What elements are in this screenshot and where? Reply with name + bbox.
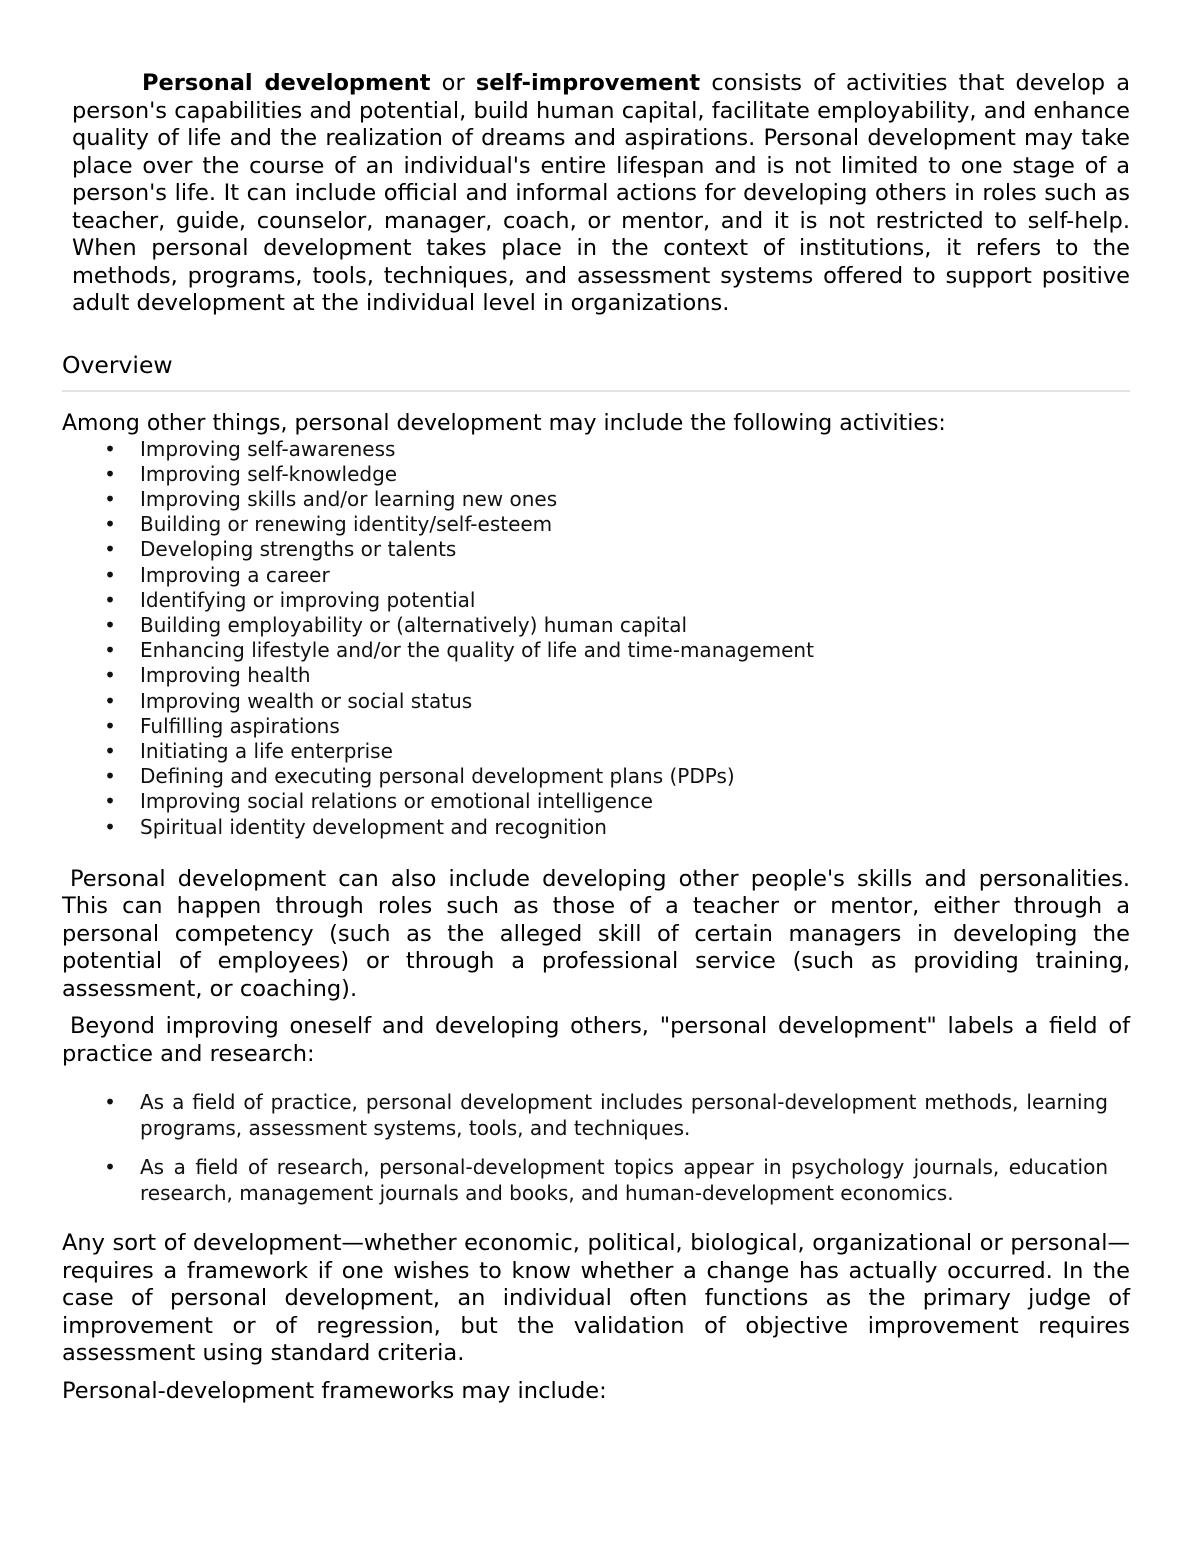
list-item xyxy=(102,815,1130,840)
frameworks-lead: Personal-development frameworks may include: xyxy=(62,1377,607,1404)
activity-text: Building or renewing identity/self-esteem xyxy=(140,512,553,537)
activity-text: Improving social relations or emotional intelligence xyxy=(140,789,653,814)
activity-text: Improving a career xyxy=(140,562,330,587)
list-item xyxy=(102,512,1130,537)
activity-text: Identifying or improving potential xyxy=(140,587,476,612)
list-item xyxy=(102,537,1130,562)
list-item xyxy=(102,487,1130,512)
bullet-icon: • xyxy=(104,537,116,562)
list-item xyxy=(102,613,1130,638)
list-item xyxy=(102,689,1130,714)
bullet-icon: • xyxy=(104,436,116,461)
intro-or: or xyxy=(430,70,476,96)
list-item xyxy=(102,1090,1108,1141)
activity-text: Improving wealth or social status xyxy=(140,688,473,713)
activity-text: Defining and executing personal development plans (PDPs) xyxy=(140,764,735,789)
bullet-icon: • xyxy=(104,789,116,814)
activities-lead: Among other things, personal development may include the following activities: xyxy=(62,410,946,436)
bullet-icon: • xyxy=(104,1090,116,1115)
others-paragraph: Personal development can also include developing other people's skills and personalities. This can happen through roles such as those of a teacher or mentor, either through a personal competency (such as the alleged skill of certain managers in developing the potential of employees) or through a professional service (such as providing training, assessment, or coaching). xyxy=(62,865,1130,1002)
activity-text: Improving health xyxy=(140,663,311,688)
bullet-icon: • xyxy=(104,562,116,587)
overview-heading: Overview xyxy=(62,350,1130,392)
bullet-icon: • xyxy=(104,688,116,713)
bullet-icon: • xyxy=(104,1155,116,1180)
field-research-text: As a field of research, personal-development topics appear in psychology journals, education research, management journals and books, and human-development economics. xyxy=(140,1155,1108,1205)
bullet-icon: • xyxy=(104,764,116,789)
activity-text: Enhancing lifestyle and/or the quality of life and time-management xyxy=(140,638,814,663)
activity-text: Spiritual identity development and recognition xyxy=(140,814,607,839)
activity-text: Developing strengths or talents xyxy=(140,537,457,562)
intro-text: consists of activities that develop a person's capabilities and potential, build human capital, facilitate employability, and enhance quality of life and the realization of dreams and aspirations. Personal development may take place over the course of an individual's entire lifespan and is not limited to one stage of a person's life. It can include official and informal actions for developing others in roles such as teacher, guide, counselor, manager, coach, or mentor, and it is not restricted to self-help. When personal development takes place in the context of institutions, it refers to the methods, programs, tools, techniques, and assessment systems offered to support positive adult development at the individual level in organizations. xyxy=(72,70,1130,316)
list-item xyxy=(102,563,1130,588)
activity-text: Building employability or (alternatively) human capital xyxy=(140,612,688,637)
activity-text: Improving skills and/or learning new ones xyxy=(140,486,558,511)
bullet-icon: • xyxy=(104,713,116,738)
field-practice-text: As a field of practice, personal development includes personal-development methods, learning programs, assessment systems, tools, and techniques. xyxy=(140,1090,1108,1140)
list-item xyxy=(102,714,1130,739)
list-item xyxy=(102,739,1130,764)
intro-paragraph xyxy=(72,70,1130,318)
bullet-icon: • xyxy=(104,612,116,637)
framework-paragraph: Any sort of development—whether economic, political, biological, organizational or personal—requires a framework if one wishes to know whether a change has actually occurred. In the case of personal development, an individual often functions as the primary judge of improvement or of regression, but the validation of objective improvement requires assessment using standard criteria. xyxy=(62,1230,1130,1367)
bullet-icon: • xyxy=(104,486,116,511)
bullet-icon: • xyxy=(104,461,116,486)
term-self-improvement: self-improvement xyxy=(475,70,701,96)
bullet-icon: • xyxy=(104,638,116,663)
beyond-paragraph: Beyond improving oneself and developing others, "personal development" labels a field of practice and research: xyxy=(62,1013,1130,1067)
field-list xyxy=(62,1090,1130,1206)
document-page xyxy=(62,70,1130,1405)
list-item xyxy=(102,764,1130,789)
list-item xyxy=(102,638,1130,663)
bullet-icon: • xyxy=(104,814,116,839)
list-item xyxy=(102,462,1130,487)
list-item xyxy=(102,789,1130,814)
list-item xyxy=(102,1155,1108,1206)
list-item xyxy=(102,588,1130,613)
activities-list xyxy=(62,437,1130,840)
term-personal-development: Personal development xyxy=(142,70,431,96)
list-item xyxy=(102,663,1130,688)
list-item xyxy=(102,437,1130,462)
activity-text: Initiating a life enterprise xyxy=(140,738,393,763)
bullet-icon: • xyxy=(104,738,116,763)
bullet-icon: • xyxy=(104,587,116,612)
activity-text: Fulfilling aspirations xyxy=(140,713,340,738)
activity-text: Improving self-awareness xyxy=(140,436,396,461)
bullet-icon: • xyxy=(104,663,116,688)
activity-text: Improving self-knowledge xyxy=(140,461,398,486)
bullet-icon: • xyxy=(104,512,116,537)
